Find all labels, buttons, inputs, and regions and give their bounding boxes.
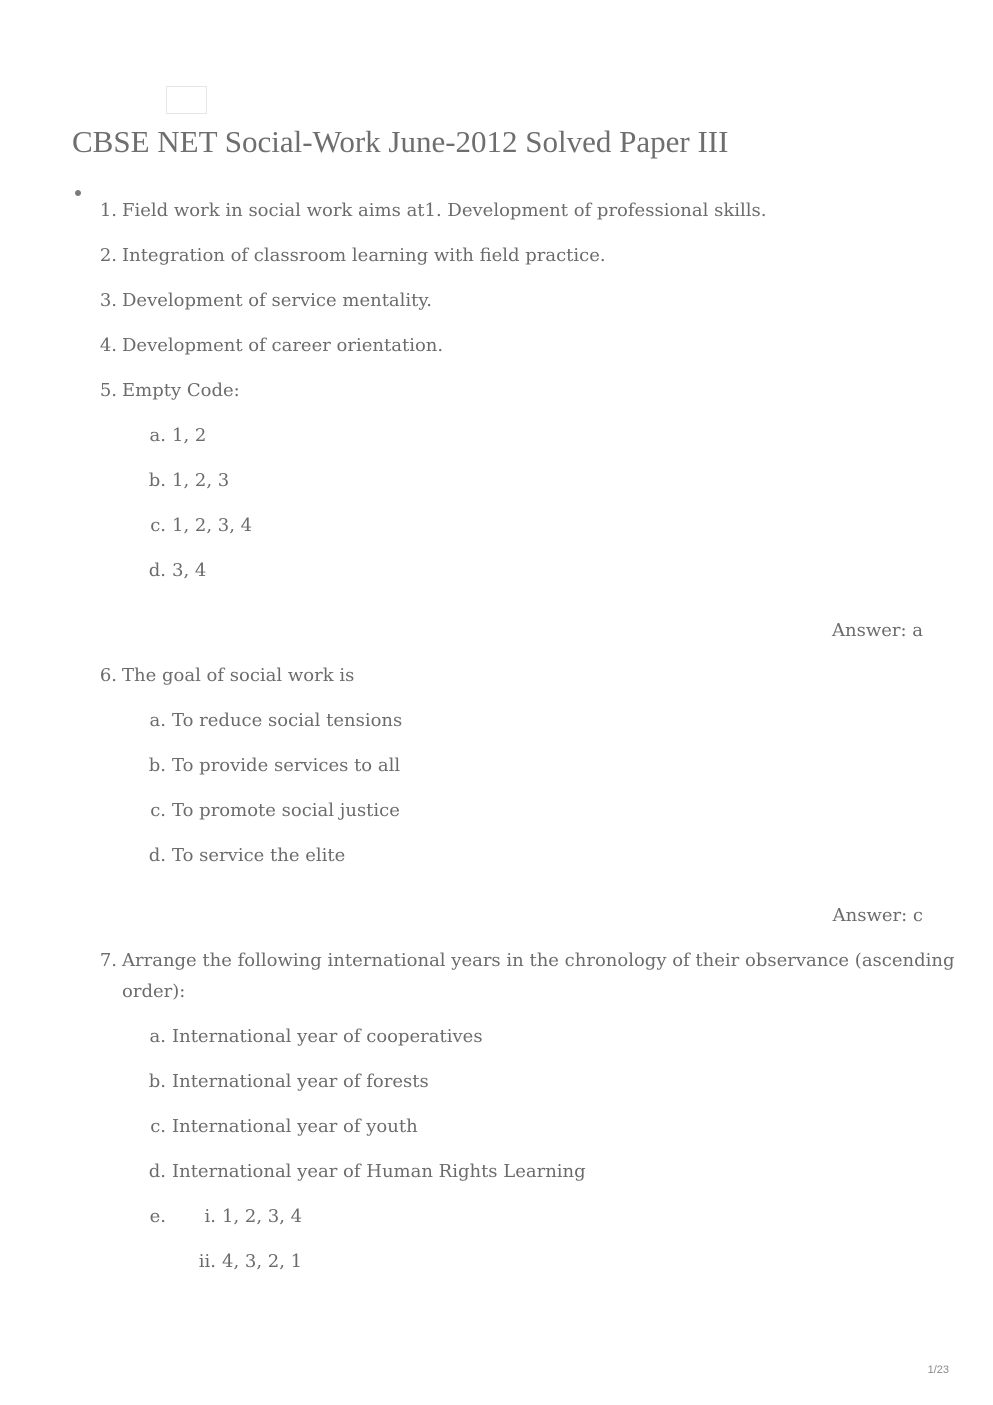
item-number: 5.	[99, 380, 117, 401]
option-text: 1, 2, 3, 4	[172, 515, 253, 536]
option-label: c.	[150, 1116, 166, 1137]
item-text: Integration of classroom learning with field practice.	[122, 245, 606, 266]
item-number: 2.	[99, 245, 117, 266]
item-text: Field work in social work aims at1. Development of professional skills.	[122, 200, 767, 221]
option-label: a.	[149, 1026, 166, 1047]
item-text: Empty Code:	[122, 380, 240, 401]
question-text: The goal of social work is	[122, 665, 355, 686]
item-number: 7.	[99, 950, 117, 971]
question-text-line1: Arrange the following international years in the chronology of their observance (ascending	[122, 950, 955, 971]
option-text: To promote social justice	[172, 800, 400, 821]
answer-text: Answer: c	[832, 905, 923, 926]
option-label: d.	[148, 560, 166, 581]
option-text: To service the elite	[172, 845, 346, 866]
sub-option-label: ii.	[198, 1251, 216, 1272]
page-number: 1/23	[927, 1364, 949, 1376]
option-label: b.	[148, 755, 166, 776]
option-label: e.	[149, 1206, 166, 1227]
item-number: 1.	[99, 200, 117, 221]
option-label: b.	[148, 470, 166, 491]
sub-option-text: 4, 3, 2, 1	[222, 1251, 303, 1272]
option-text: 1, 2	[172, 425, 207, 446]
option-label: c.	[150, 800, 166, 821]
option-text: International year of forests	[172, 1071, 429, 1092]
item-number: 6.	[99, 665, 117, 686]
option-label: d.	[148, 1161, 166, 1182]
option-label: d.	[148, 845, 166, 866]
item-number: 4.	[99, 335, 117, 356]
option-text: To provide services to all	[172, 755, 401, 776]
option-text: To reduce social tensions	[172, 710, 403, 731]
item-text: Development of service mentality.	[122, 290, 432, 311]
item-number: 3.	[99, 290, 117, 311]
option-text: 1, 2, 3	[172, 470, 230, 491]
option-label: c.	[150, 515, 166, 536]
answer-text: Answer: a	[831, 620, 923, 641]
option-label: a.	[149, 710, 166, 731]
logo-placeholder	[166, 86, 207, 114]
option-text: International year of youth	[172, 1116, 418, 1137]
question-text-line2: order):	[122, 981, 186, 1002]
option-label: b.	[148, 1071, 166, 1092]
item-text: Development of career orientation.	[122, 335, 444, 356]
page-title: CBSE NET Social-Work June-2012 Solved Paper III	[72, 124, 729, 159]
option-text: International year of Human Rights Learning	[172, 1161, 586, 1182]
option-text: 3, 4	[172, 560, 207, 581]
option-label: a.	[149, 425, 166, 446]
sub-option-text: 1, 2, 3, 4	[222, 1206, 303, 1227]
sub-option-label: i.	[204, 1206, 216, 1227]
option-text: International year of cooperatives	[172, 1026, 483, 1047]
